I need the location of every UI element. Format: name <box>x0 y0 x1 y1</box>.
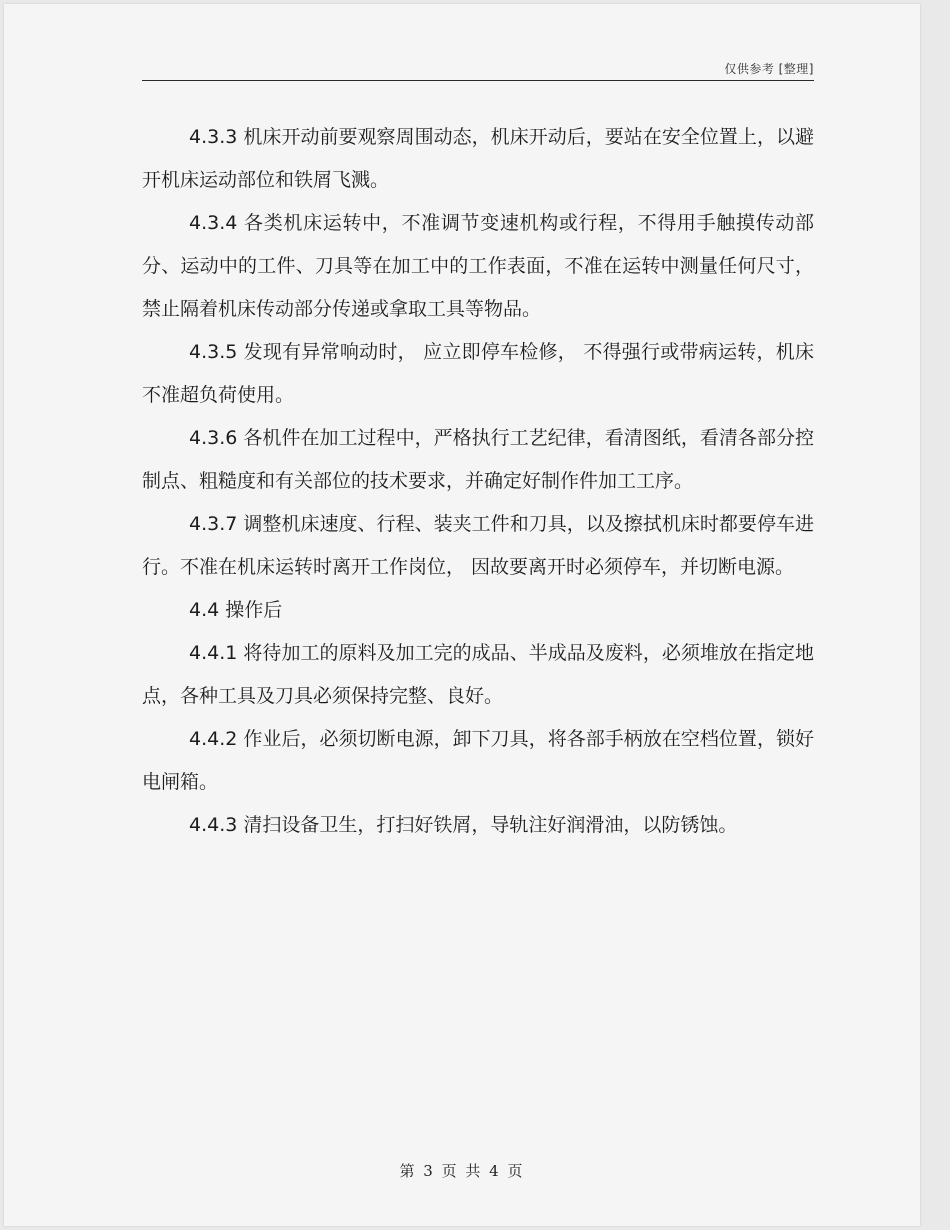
paragraph-4-3-4: 4.3.4 各类机床运转中，不准调节变速机构或行程，不得用手触摸传动部分、运动中的工件、刀具等在加工中的工作表面，不准在运转中测量任何尺寸，禁止隔着机床传动部分传递或拿取工具等物品。 <box>142 212 814 320</box>
paragraph-4-3-7: 4.3.7 调整机床速度、行程、装夹工件和刀具，以及擦拭机床时都要停车进行。不准在机床运转时离开工作岗位， 因故要离开时必须停车，并切断电源。 <box>142 513 814 578</box>
paragraph-4-3-3: 4.3.3 机床开动前要观察周围动态，机床开动后，要站在安全位置上，以避开机床运动部位和铁屑飞溅。 <box>142 126 814 191</box>
paragraph-4-4-2: 4.4.2 作业后，必须切断电源，卸下刀具，将各部手柄放在空档位置，锁好电闸箱。 <box>142 728 814 793</box>
paragraph-4-4-3: 4.4.3 清扫设备卫生，打扫好铁屑，导轨注好润滑油，以防锈蚀。 <box>189 814 738 836</box>
paragraph-4-3-6: 4.3.6 各机件在加工过程中，严格执行工艺纪律，看清图纸，看清各部分控制点、粗糙度和有关部位的技术要求，并确定好制作件加工工序。 <box>142 427 814 492</box>
header-note: 仅供参考 [整理] <box>724 62 814 76</box>
page-header <box>142 58 814 81</box>
page-number-footer: 第 3 页 共 4 页 <box>399 1162 525 1180</box>
document-body <box>142 116 814 847</box>
paragraph-4-4-1: 4.4.1 将待加工的原料及加工完的成品、半成品及废料，必须堆放在指定地点，各种工具及刀具必须保持完整、良好。 <box>142 642 814 707</box>
paragraph-4-3-5: 4.3.5 发现有异常响动时， 应立即停车检修， 不得强行或带病运转，机床不准超负荷使用。 <box>142 341 814 406</box>
section-heading-4-4: 4.4 操作后 <box>189 599 283 621</box>
document-page <box>4 4 920 1226</box>
